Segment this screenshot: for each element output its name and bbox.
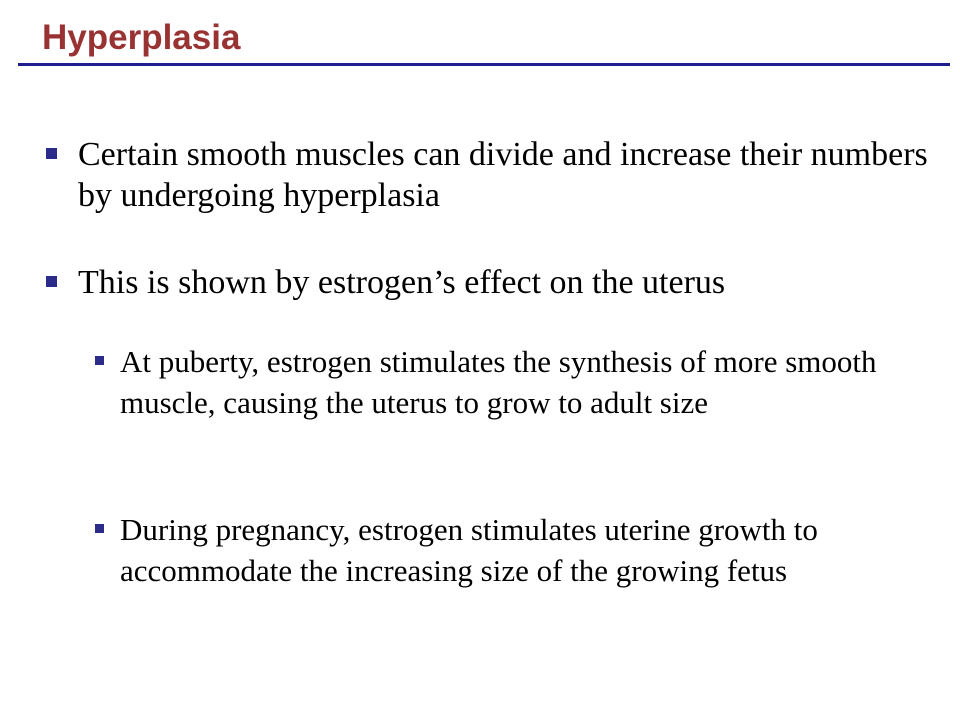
square-bullet-icon: [46, 148, 57, 159]
bullet-text: Certain smooth muscles can divide and increase their numbers by undergoing hyperplasia: [78, 136, 928, 214]
square-bullet-icon: [95, 356, 104, 365]
bullet-text: This is shown by estrogen’s effect on the uterus: [78, 264, 726, 301]
sub-bullet-item: [120, 509, 940, 591]
title-divider: [18, 63, 950, 66]
sub-bullet-item: [120, 341, 940, 423]
square-bullet-icon: [95, 524, 104, 533]
bullet-item: [78, 134, 938, 216]
bullet-item: [78, 262, 938, 303]
slide-title: Hyperplasia: [42, 18, 241, 57]
sub-bullet-text: At puberty, estrogen stimulates the synthesis of more smooth muscle, causing the uterus to grow to adult size: [120, 344, 877, 420]
sub-bullet-text: During pregnancy, estrogen stimulates uterine growth to accommodate the increasing size of the growing fetus: [120, 512, 818, 588]
square-bullet-icon: [46, 276, 57, 287]
